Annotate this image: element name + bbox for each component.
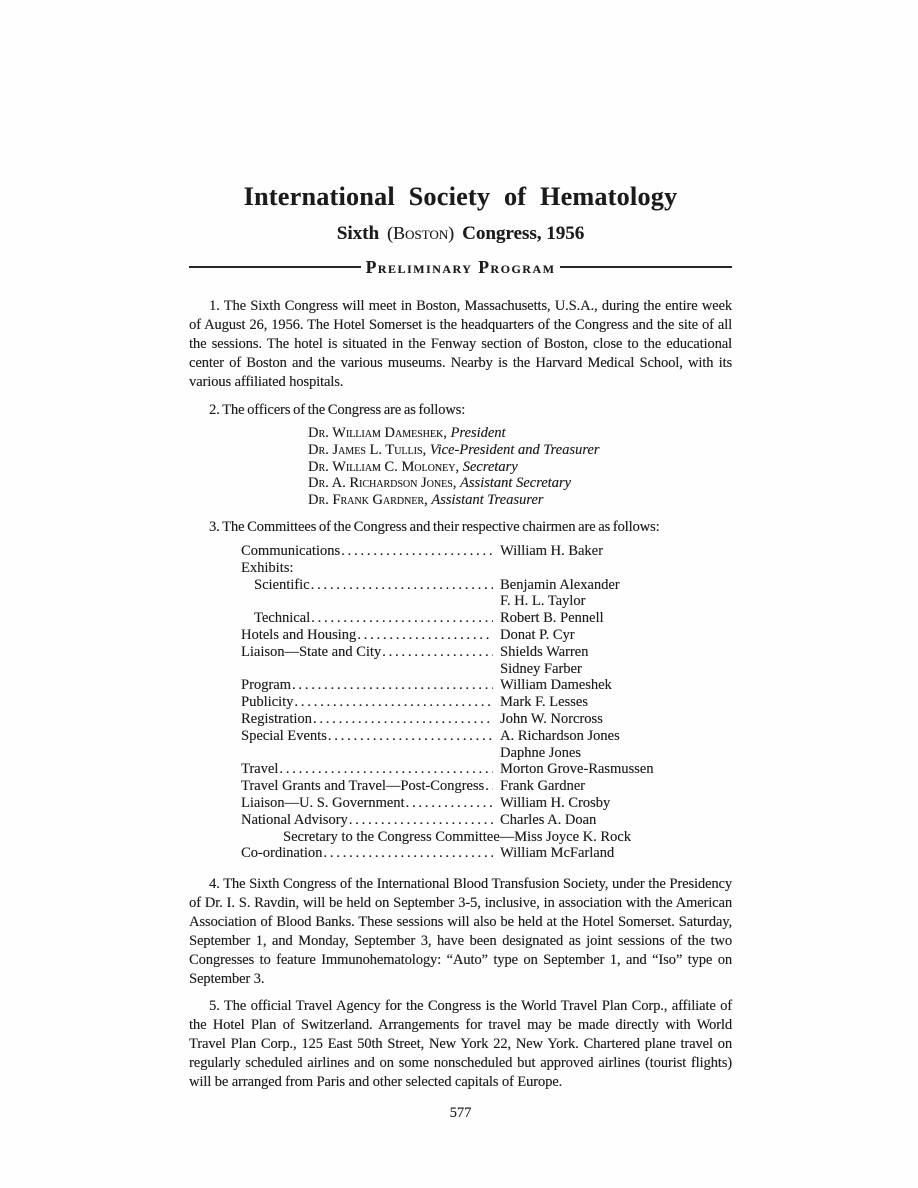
committee-row — [241, 745, 732, 762]
officer-name: Dr. William C. Moloney , — [308, 459, 463, 475]
leader-dots — [311, 610, 493, 627]
leader-dots — [294, 694, 493, 711]
page-content — [189, 183, 732, 1122]
officer-row — [308, 459, 732, 476]
leader-dots — [279, 761, 493, 778]
committee-label: Liaison—State and City — [241, 643, 382, 660]
committee-chairman: Daphne Jones — [500, 744, 581, 761]
officer-title: Vice-President and Treasurer — [429, 441, 600, 458]
committee-row — [241, 644, 732, 661]
committee-row — [241, 610, 732, 627]
committee-chairman: Mark F. Lesses — [500, 694, 588, 711]
committee-row — [241, 661, 732, 678]
committee-chairman: F. H. L. Taylor — [500, 593, 586, 610]
paragraph-3-intro: 3. The Committees of the Congress and their respective chairmen are as follows: — [209, 518, 660, 535]
committee-row — [241, 543, 732, 560]
committee-row — [241, 778, 732, 795]
paragraph-4: 4. The Sixth Congress of the International Blood Transfusion Society, under the Presidency of Dr. I. S. Ravdin, will be held on September 3-5, inclusive, in association with the American Association of Blood Banks. These sessions will also be held at the Hotel Somerset. Saturday, September 1, and Monday, September 3, have been designated as joint sessions of the two Congresses to feature Immunohematology: “Auto” type on September 1, and “Iso” type on September 3. — [189, 876, 732, 988]
committee-row — [241, 812, 732, 829]
subtitle-location: (Boston) — [387, 223, 455, 243]
document-title: International Society of Hematology — [243, 182, 678, 211]
officer-row — [308, 492, 732, 509]
page-number: 577 — [449, 1105, 472, 1122]
leader-dots — [292, 677, 493, 694]
committee-label: Exhibits: — [241, 559, 294, 576]
officer-name: Dr. James L. Tullis , — [308, 442, 430, 458]
officer-row — [308, 425, 732, 442]
subtitle-ordinal: Sixth — [336, 223, 380, 244]
committee-row — [241, 677, 732, 694]
committee-row — [241, 560, 732, 577]
committee-label: Program — [241, 677, 291, 694]
committee-chairman: William H. Baker — [500, 542, 603, 559]
leader-dots — [311, 577, 493, 594]
committee-label: Technical — [254, 610, 311, 627]
committee-row — [241, 711, 732, 728]
committee-row — [241, 577, 732, 594]
committee-row — [241, 795, 732, 812]
officer-row — [308, 475, 732, 492]
officer-title: President — [450, 425, 506, 441]
committee-label: Publicity — [241, 694, 294, 711]
committee-secretary-note: Secretary to the Congress Committee—Miss Joyce K. Rock — [283, 828, 631, 845]
leader-dots — [323, 845, 493, 862]
committee-label: Liaison—U. S. Government — [241, 794, 405, 811]
committee-label: Registration — [241, 710, 312, 727]
leader-dots — [406, 795, 493, 812]
committee-chairman: Benjamin Alexander — [500, 576, 620, 593]
paragraph-2-intro: 2. The officers of the Congress are as follows: — [209, 402, 466, 418]
leader-dots — [328, 728, 493, 745]
committee-chairman: Morton Grove-Rasmussen — [500, 761, 654, 778]
committee-label: Travel — [241, 761, 279, 778]
officer-title: Assistant Treasurer — [431, 492, 544, 509]
leader-dots — [349, 812, 493, 829]
committees-list — [241, 543, 732, 862]
paragraph-1: 1. The Sixth Congress will meet in Boston, Massachusetts, U.S.A., during the entire week of August 26, 1956. The Hotel Somerset is the headquarters of the Congress and the site of all the sessions. The hotel is situated in the Fenway section of Boston, close to the educational center of Boston and the various museums. Nearby is the Harvard Medical School, with its various affiliated hospitals. — [189, 298, 732, 390]
committee-row — [241, 593, 732, 610]
paragraph-5: 5. The official Travel Agency for the Congress is the World Travel Plan Corp., affiliate of the Hotel Plan of Switzerland. Arrangements for travel may be made directly with World Travel Plan Corp., 125 East 50th Street, New York 22, New York. Chartered plane travel on regularly scheduled airlines and on some nonscheduled but approved airlines (tourist flights) will be arranged from Paris and other selected capitals of Europe. — [189, 998, 732, 1091]
committee-row — [241, 728, 732, 745]
committee-label: National Advisory — [241, 811, 348, 828]
leader-dots — [357, 627, 493, 644]
committee-chairman: Donat P. Cyr — [500, 626, 575, 643]
officer-title: Secretary — [462, 458, 518, 475]
leader-dots — [341, 543, 493, 560]
committee-row — [241, 694, 732, 711]
officer-name: Dr. Frank Gardner , — [308, 492, 431, 508]
committee-chairman: John W. Norcross — [500, 710, 603, 727]
leader-dots — [382, 644, 493, 661]
officer-title: Assistant Secretary — [459, 475, 571, 492]
committee-chairman: A. Richardson Jones — [500, 727, 620, 744]
committee-chairman: William Dameshek — [500, 677, 612, 694]
officer-name: Dr. A. Richardson Jones , — [308, 475, 460, 491]
officer-row — [308, 442, 732, 459]
heading-rule-right — [560, 266, 732, 268]
committee-chairman: Sidney Farber — [500, 660, 582, 677]
committee-chairman: Shields Warren — [500, 643, 589, 660]
committee-row — [241, 761, 732, 778]
committee-label: Co-ordination — [241, 845, 323, 862]
officers-list — [308, 425, 732, 509]
preliminary-program-heading — [189, 258, 732, 276]
subtitle-congress-year: Congress, 1956 — [462, 223, 585, 244]
committee-chairman: Charles A. Doan — [500, 811, 597, 828]
leader-dots — [313, 711, 493, 728]
committee-label: Communications — [241, 542, 341, 559]
leader-dots — [485, 778, 493, 795]
congress-subtitle — [189, 222, 732, 245]
committee-chairman: Robert B. Pennell — [500, 610, 604, 627]
committee-row — [241, 845, 732, 862]
committee-label: Travel Grants and Travel—Post-Congress — [241, 778, 485, 795]
section-heading-text: Preliminary Program — [365, 256, 556, 277]
heading-rule-left — [189, 266, 361, 268]
committee-label: Hotels and Housing — [241, 626, 357, 643]
committee-label: Special Events — [241, 727, 327, 744]
committee-chairman: Frank Gardner — [500, 778, 585, 795]
committee-chairman: William H. Crosby — [500, 794, 611, 811]
committee-label: Scientific — [254, 576, 310, 593]
committee-row — [241, 627, 732, 644]
committee-chairman: William McFarland — [500, 845, 615, 862]
officer-name: Dr. William Dameshek , — [308, 425, 451, 441]
